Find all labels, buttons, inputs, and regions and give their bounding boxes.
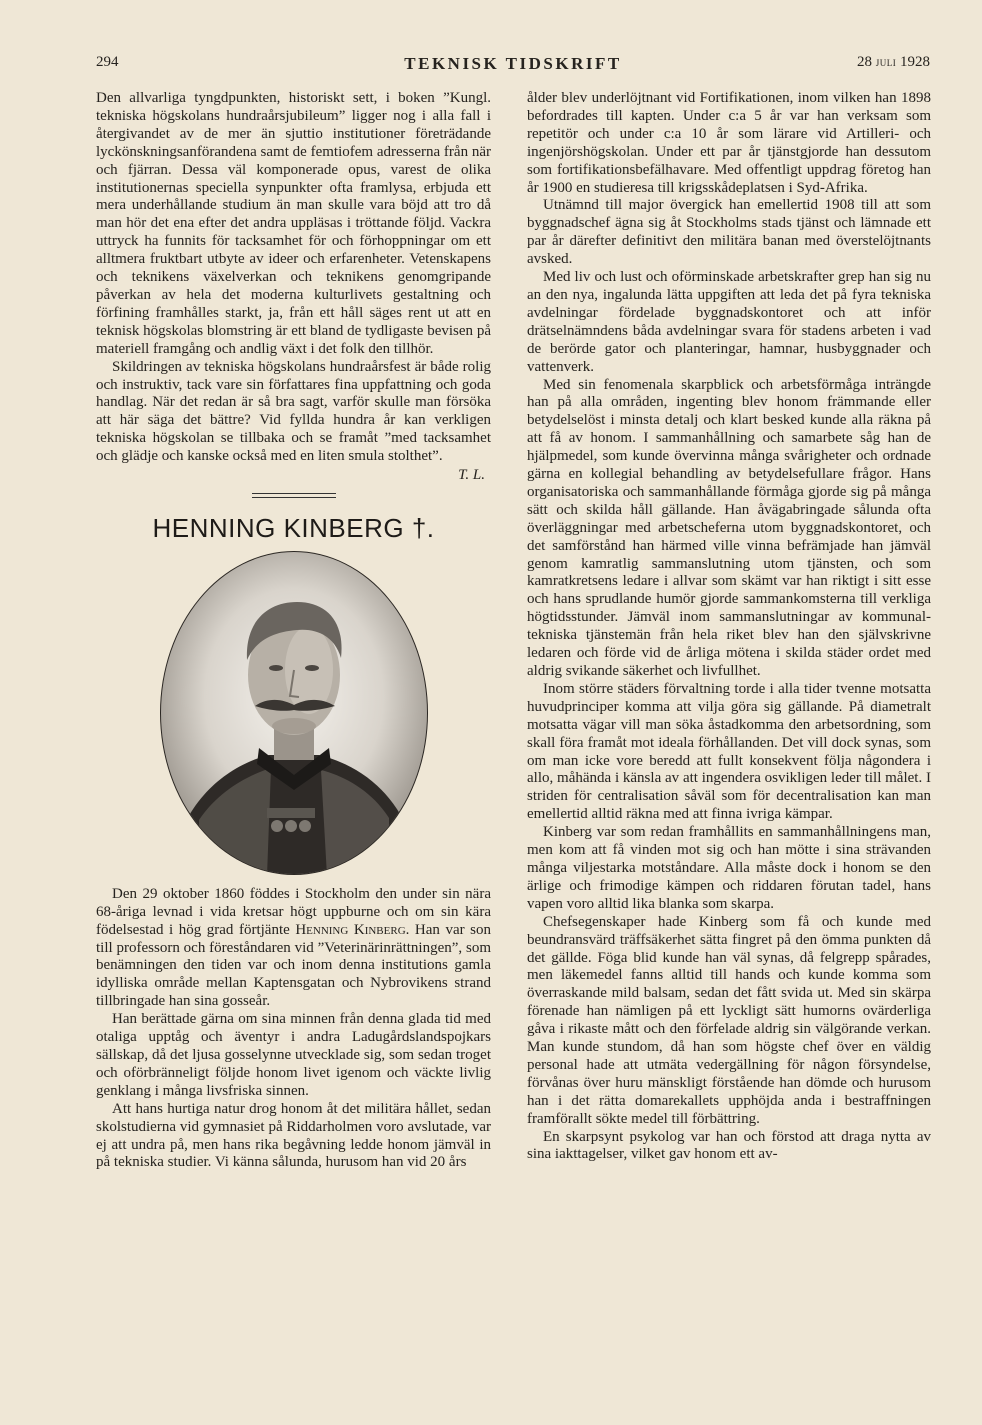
deceased-name: Henning Kinberg	[295, 921, 406, 938]
obituary-paragraph: Med liv och lust och oförminskade arbetskrafter grep han sig nu an den nya, ingalunda lätta uppgiften att leda det på fyra tekniska avdelningar fördelade byggnadskontoret och att inför drätselnämndens båda avdelningar svara för stadens arbeten i vad de berörde gator och planteringar, hamnar, husbyggnader och vattenverk.	[527, 269, 931, 375]
portrait-image	[159, 550, 429, 876]
right-column	[527, 90, 931, 1164]
page-number: 294	[96, 54, 119, 70]
journal-title: TEKNISK TIDSKRIFT	[404, 54, 622, 73]
obituary-paragraph: Utnämnd till major övergick han emellertid 1908 till att som byggnadschef ägna sig åt Stockholms stads tjänst och lämnade ett par år därefter definitivt den militära banan med överstelöjtnants avsked.	[527, 197, 931, 268]
page-header	[96, 54, 930, 78]
obituary-paragraph: En skarpsynt psykolog var han och förstod att draga nytta av sina iakttagelser, vilket gav honom ett av-	[527, 1128, 931, 1163]
obituary-text: Den 29 oktober 1860 föddes i Stockholm den under sin nära 68-åriga levnad i vida kretsar högt uppburne och om sin kära födelsestad i hög grad förtjänte	[96, 885, 491, 938]
obituary-paragraph: Inom större städers förvaltning torde i alla tider tvenne motsatta huvudprinciper komma att vilja göra sig gällande. På diametralt motsatta vägar vill man söka åstadkomma den arbetsordning, som skall föra framåt mot ideala förhållanden. Det vill dock synas, som om man icke vore beredd att fullt konsekvent följa någondera i allo, måhända i känsla av att ingendera osvikligen leder till målet. I striden för centralisation såväl som för decentralisation kan man emellertid alltid räkna med att finna ivriga kämpar.	[527, 680, 931, 823]
review-paragraph: Skildringen av tekniska högskolans hundraårsfest är både rolig och instruktiv, tack vare sin författares fina uppfattning och goda handlag. När det redan är så bra sagt, varför skulle man försöka att här säga det bättre? Vid fyllda hundra år kan verkligen tekniska högskolan se tillbaka och se framåt ”med tacksamhet och glädje och kanske också med en liten smula stolthet”.	[96, 358, 491, 465]
obituary-paragraph	[96, 886, 491, 1011]
obituary-paragraph: Chefsegenskaper hade Kinberg som få och kunde med beundransvärd träffsäkerhet sätta fingret på den ömma punkten då det gällde. Föga blid kunde han väl synas, då felgrepp spårades, men läkemedel fanns alltid till hands och kunde komma som överraskande mild balsam, sedan det fått svida ut. Med sin skärpa förenade han nämligen på ett lyckligt sätt humorns ovärderliga gåva i rikaste mått och den förfelade aldrig sin välgörande verkan. Man kunde stundom, då han som högste chef över en väldig personal hade att utmäta vedergällning för någon försyndelse, förvånas över huru mänskligt förstående han dömde och hurusom han i det rätta domarekallets upphöjda anda i bestraffningen framförallt sökte medel till förbättring.	[527, 913, 931, 1127]
review-signature: T. L.	[458, 467, 485, 484]
obituary-paragraph: Med sin fenomenala skarpblick och arbetsförmåga inträngde han på alla områden, ingenting blev honom främmande eller betydelselöst i minsta detalj och klart besked kunde alla räkna på att få av honom. I sammanhållning och samarbete såg han de hjälpmedel, som kunde övervinna många svårigheter och ordnade gärna en kollegial behandling av betydelsefullare frågor. Hans organisatoriska och sammanhållande förmåga gjorde sig på många sätt och skilda håll gällande. Han åvägabringade sålunda ofta överläggningar med arbetscheferna utom byggnadskontoret, och det samförstånd han härmed ville vinna befrämjade han jämväl genom kamratlig sammanslutning utom tjänsten, och som kamratkretsens ledare i allvar som skämt var han riktigt i sitt esse och hans sprudlande humör gjorde sammankomsterna till verkliga högtidsstunder. Jämväl inom sammanslutningar av kommunal-tekniska tjänstemän från hela riket blev han den självskrivne ledaren och förde vid de årliga mötena i skilda städer ordet med aldrig svikande säkerhet och livfullhet.	[527, 376, 931, 679]
issue-date	[857, 54, 930, 71]
review-paragraph: Den allvarliga tyngdpunkten, historiskt sett, i boken ”Kungl. tekniska högskolans hundraårsjubileum” ligger nog i alla fall i återgivandet av de mer än sjuttio institutioner företrädande lyckönskningsanförandena samt de femtiofem adresserna från när och fjärran. Dessa väl komponerade opus, varest de olika institutionernas speciella synpunkter ofta framlysa, erbjuda ett mera underhållande studium än man skulle vara böjd att tro då man hör det ena efter det andra uppläsas i tröttande följd. Vackra uttryck ha funnits för tacksamhet för och förhoppningar om ett alltmera fruktbart utbyte av ideer och erfarenheter. Vetenskapens och teknikens växelverkan och teknikens genomgripande påverkan av hela det moderna kulturlivets gestaltning och förfining framhålles starkt, ja, från ett håll säges rent ut att en teknisk högskolas blomstring är ett bland de tydligaste bevisen på materiell framgång och andlig växt i det folk den tillhör.	[96, 90, 491, 357]
obituary-continuation: ålder blev underlöjtnant vid Fortifikationen, inom vilken han 1898 befordrades till kapten. Under c:a 5 år var han verksam som repetitör och under c:a 10 år som lärare vid Artilleri- och ingenjörshögskolan. Under ett par år tjänstgjorde han dessutom som fortifikationsbefälhavare. Med offentligt uppdrag företog han år 1900 en studieresa till krigsskådeplatsen i Syd-Afrika.	[527, 90, 931, 196]
issue-day: 28	[857, 54, 872, 70]
obituary-text: . Han var son till professorn och föreståndaren vid ”Veterinärinrättningen”, som benämningen den tiden var och inom denna institutions gamla idylliska område mellan Kaptensgatan och Nybrovikens strand tillbringade han sina gosseår.	[96, 921, 491, 1010]
obituary-paragraph: Kinberg var som redan framhållits en sammanhållningens man, men kom att få vinden mot sig och han mötte i sina strävanden många viljestarka motståndare. Alla måste dock i honom se den ärlige och frimodige kämpen och riddaren förutan tadel, hans vapen voro alltid lika blanka som skarpa.	[527, 824, 931, 912]
portrait-photo	[159, 550, 429, 876]
issue-year: 1928	[900, 54, 930, 70]
obituary-paragraph: Att hans hurtiga natur drog honom åt det militära hållet, sedan skolstudierna vid gymnasiet på Riddarholmen voro avslutade, var ej att undra på, men hans rika begåvning ledde honom jämväl in på tekniska studier. Vi känna sålunda, hurusom han vid 20 års	[96, 1100, 491, 1171]
obituary-title: HENNING KINBERG †.	[152, 512, 435, 543]
issue-month: juli	[875, 54, 897, 69]
left-column	[96, 90, 491, 1172]
section-divider	[252, 493, 336, 498]
obituary-paragraph: Han berättade gärna om sina minnen från denna glada tid med otaliga upptåg och äventyr i andra Ladugårdslandspojkars sällskap, då det ljusa gosselynne utvecklade sig, som sedan troget och oförbränneligt följde honom livet igenom och väckte livlig genklang i många livsfriska sinnen.	[96, 1011, 491, 1099]
